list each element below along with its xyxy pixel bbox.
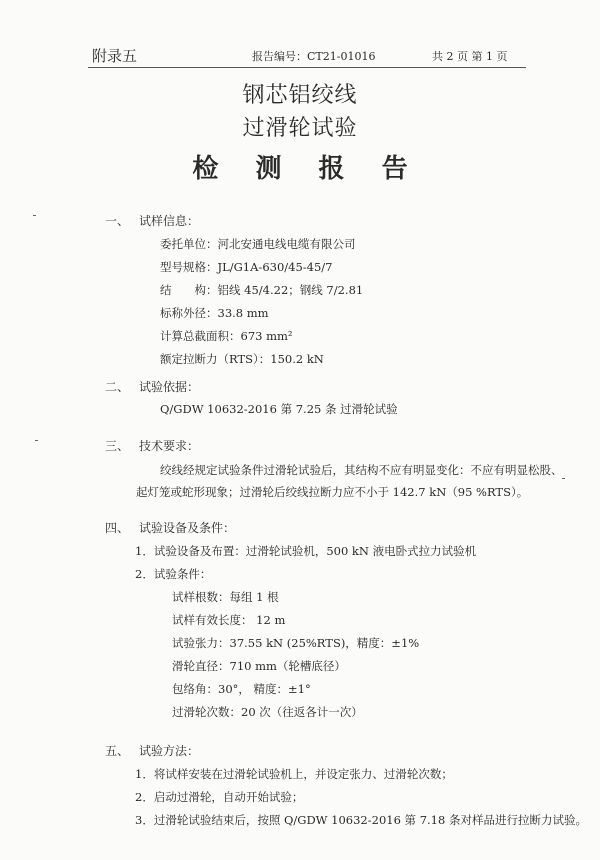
sample-structure: 结 构：铝线 45/4.22；钢线 7/2.81 xyxy=(160,283,364,297)
condition-passes: 过滑轮次数：20 次（往返各计一次） xyxy=(172,705,363,719)
requirement-line-1: 绞线经规定试验条件过滑轮试验后，其结构不应有明显变化：不应有明显松股、 xyxy=(160,463,563,477)
section-5-number: 五、 xyxy=(105,744,130,758)
header-divider xyxy=(88,67,526,68)
report-number: 报告编号：CT21-01016 xyxy=(252,50,376,63)
condition-length: 试样有效长度： 12 m xyxy=(172,613,286,627)
section-3-number: 三、 xyxy=(105,439,130,453)
equipment-item: 1．试验设备及布置：过滑轮试验机，500 kN 液电卧式拉力试验机 xyxy=(135,544,477,558)
section-2-number: 二、 xyxy=(105,380,130,394)
section-5-heading xyxy=(105,742,199,759)
conditions-item: 2．试验条件： xyxy=(135,567,212,581)
method-step-2: 2．启动过滑轮，自动开始试验； xyxy=(135,790,304,804)
section-4-heading xyxy=(105,519,235,536)
scan-mark xyxy=(33,215,36,216)
section-1-number: 一、 xyxy=(105,214,130,228)
condition-tension: 试验张力：37.55 kN (25%RTS)，精度：±1% xyxy=(172,636,420,650)
sample-client: 委托单位：河北安通电线电缆有限公司 xyxy=(160,237,356,251)
sample-model: 型号规格：JL/G1A-630/45-45/7 xyxy=(160,260,333,274)
sample-area: 计算总截面积：673 mm² xyxy=(160,329,293,343)
scan-mark xyxy=(35,440,38,441)
section-2-title: 试验依据： xyxy=(139,380,200,394)
requirement-line-2: 起灯笼或蛇形现象；过滑轮后绞线拉断力应不小于 142.7 kN（95 %RTS）。 xyxy=(136,485,529,499)
section-4-title: 试验设备及条件： xyxy=(139,521,236,535)
sample-diameter: 标称外径：33.8 mm xyxy=(160,306,269,320)
title-test: 过滑轮试验 xyxy=(242,116,358,141)
condition-sheave: 滑轮直径：710 mm（轮槽底径） xyxy=(172,659,346,673)
section-2-heading xyxy=(105,378,199,395)
sample-rts: 额定拉断力（RTS）：150.2 kN xyxy=(160,352,324,366)
section-4-number: 四、 xyxy=(105,521,130,535)
condition-count: 试样根数：每组 1 根 xyxy=(172,590,279,604)
method-step-1: 1．将试样安装在过滑轮试验机上，并设定张力、过滑轮次数； xyxy=(135,767,453,781)
method-step-3: 3．过滑轮试验结束后，按照 Q/GDW 10632-2016 第 7.18 条对样品进行拉断力试验。 xyxy=(135,813,587,827)
appendix-label: 附录五 xyxy=(92,47,138,65)
page-info: 共 2 页 第 1 页 xyxy=(432,50,508,63)
scan-mark xyxy=(562,478,565,479)
section-1-title: 试样信息： xyxy=(139,214,200,228)
section-5-title: 试验方法： xyxy=(139,744,200,758)
section-3-heading xyxy=(105,437,199,454)
title-report: 检 测 报 告 xyxy=(192,154,422,184)
title-product: 钢芯铝绞线 xyxy=(242,83,358,108)
section-3-title: 技术要求： xyxy=(139,439,200,453)
test-standard: Q/GDW 10632-2016 第 7.25 条 过滑轮试验 xyxy=(160,402,398,416)
section-1-heading xyxy=(105,212,199,229)
condition-angle: 包络角：30°， 精度：±1° xyxy=(172,682,311,696)
